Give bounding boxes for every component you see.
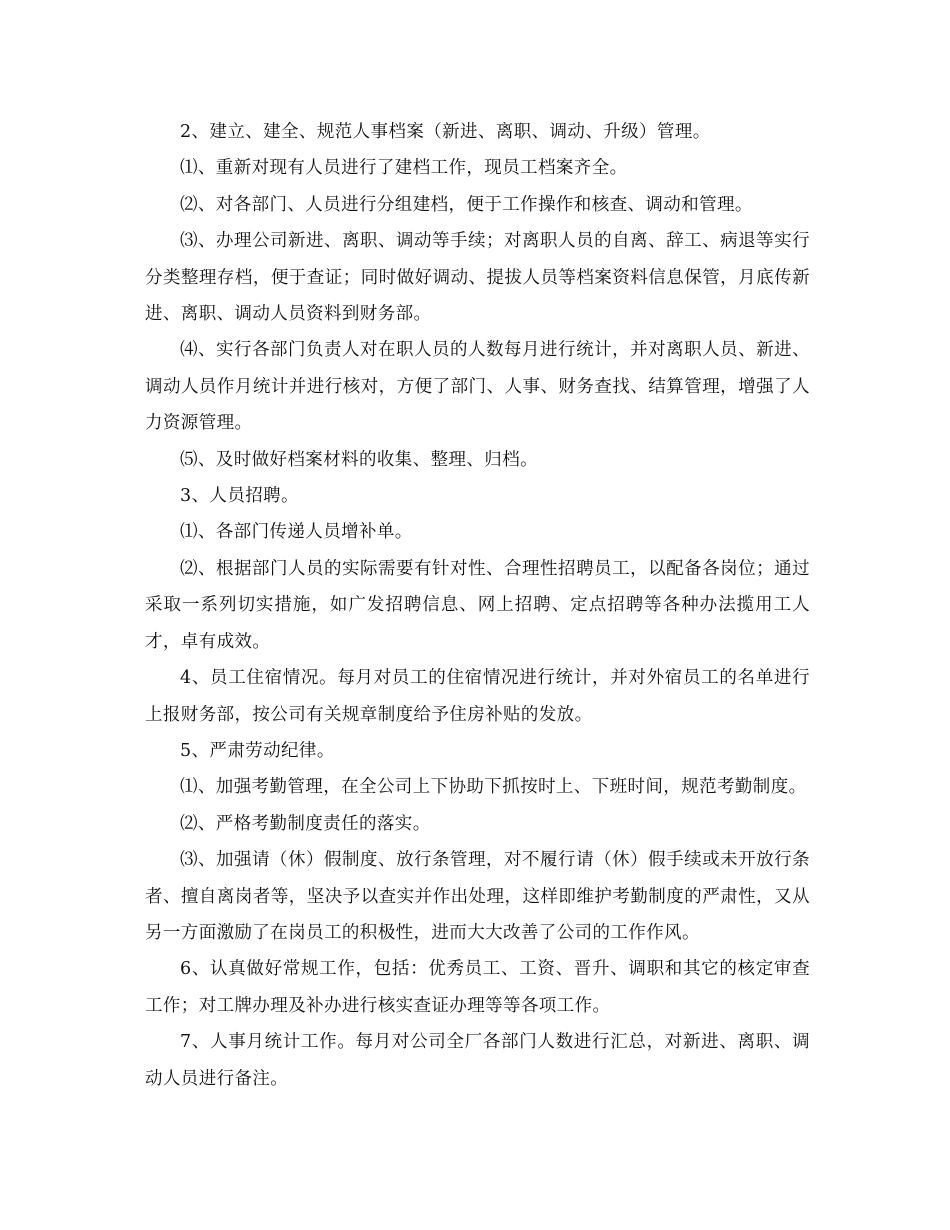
paragraph-recruitment-item-2: ⑵、根据部门人员的实际需要有针对性、合理性招聘员工，以配备各岗位；通过采取一系列切实措施，如广发招聘信息、网上招聘、定点招聘等各种办法揽用工人才，卓有成效。 — [145, 558, 810, 652]
paragraph-archive-item-4: ⑷、实行各部门负责人对在职人员的人数每月进行统计，并对离职人员、新进、调动人员作月统计并进行核对，方便了部门、人事、财务查找、结算管理，增强了人力资源管理。 — [145, 340, 810, 434]
paragraph-archive-item-5: ⑸、及时做好档案材料的收集、整理、归档。 — [180, 449, 538, 470]
paragraph-discipline-item-1: ⑴、加强考勤管理，在全公司上下协助下抓按时上、下班时间，规范考勤制度。 — [180, 777, 807, 798]
document-body — [145, 114, 810, 1097]
paragraph-archive-item-2: ⑵、对各部门、人员进行分组建档，便于工作操作和核查、调动和管理。 — [180, 194, 753, 215]
paragraph-recruitment-item-1: ⑴、各部门传递人员增补单。 — [180, 522, 413, 543]
paragraph-archive-item-1: ⑴、重新对现有人员进行了建档工作，现员工档案齐全。 — [180, 158, 628, 179]
paragraph-archive-item-3: ⑶、办理公司新进、离职、调动等手续；对离职人员的自离、辞工、病退等实行分类整理存档，便于查证；同时做好调动、提拔人员等档案资料信息保管，月底传新进、离职、调动人员资料到财务部。 — [145, 231, 810, 325]
paragraph-recruitment: 3、人员招聘。 — [180, 486, 299, 507]
paragraph-labor-discipline: 5、严肃劳动纪律。 — [180, 740, 335, 761]
paragraph-accommodation: 4、员工住宿情况。每月对员工的住宿情况进行统计，并对外宿员工的名单进行上报财务部，按公司有关规章制度给予住房补贴的发放。 — [145, 668, 810, 725]
paragraph-monthly-statistics: 7、人事月统计工作。每月对公司全厂各部门人数进行汇总，对新进、离职、调动人员进行备注。 — [145, 1032, 810, 1089]
paragraph-discipline-item-2: ⑵、严格考勤制度责任的落实。 — [180, 813, 431, 834]
paragraph-routine-work: 6、认真做好常规工作，包括：优秀员工、工资、晋升、调职和其它的核定审查工作；对工牌办理及补办进行核实查证办理等等各项工作。 — [145, 959, 810, 1016]
paragraph-archive-management: 2、建立、建全、规范人事档案（新进、离职、调动、升级）管理。 — [180, 122, 711, 142]
paragraph-discipline-item-3: ⑶、加强请（休）假制度、放行条管理，对不履行请（休）假手续或未开放行条者、擅自离岗者等，坚决予以查实并作出处理，这样即维护考勤制度的严肃性，又从另一方面激励了在岗员工的积极性，进而大大改善了公司的工作作风。 — [145, 850, 810, 943]
